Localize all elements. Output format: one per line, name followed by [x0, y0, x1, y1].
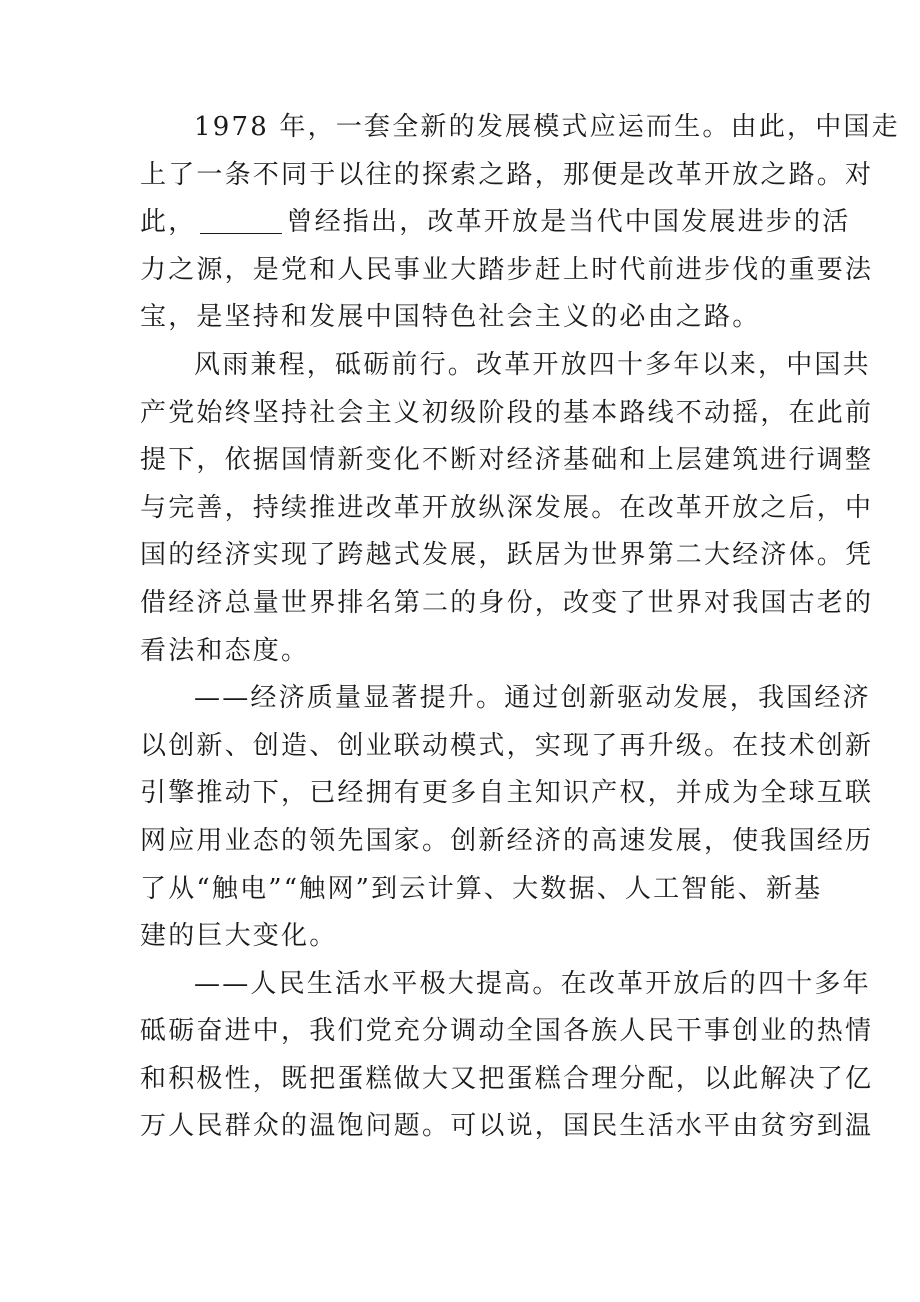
paragraph-reform-origin [140, 104, 900, 342]
text-line: 产党始终坚持社会主义初级阶段的基本路线不动摇，在此前 [140, 397, 874, 428]
text-line: ——经济质量显著提升。通过创新驱动发展，我国经济 [194, 683, 871, 714]
paragraph-living-standards [140, 961, 874, 1151]
text-line: 力之源，是党和人民事业大踏步赶上时代前进步伐的重要法 [140, 254, 874, 285]
text-line: 国的经济实现了跨越式发展，跃居为世界第二大经济体。凭 [140, 540, 874, 571]
text-line-with-blank [140, 199, 851, 247]
text-line: 借经济总量世界排名第二的身份，改变了世界对我国古老的 [140, 587, 874, 618]
text-line: 砥砺奋进中，我们党充分调动全国各族人民干事创业的热情 [140, 1016, 874, 1047]
text-line: ——人民生活水平极大提高。在改革开放后的四十多年 [194, 968, 871, 999]
text-line: 看法和态度。 [140, 635, 310, 666]
text-line: 上了一条不同于以往的探索之路，那便是改革开放之路。对 [140, 159, 874, 190]
text-line: 风雨兼程，砥砺前行。改革开放四十多年以来，中国共 [194, 349, 871, 380]
text-line: 提下，依据国情新变化不断对经济基础和上层建筑进行调整 [140, 445, 874, 476]
document-body [140, 104, 900, 1151]
text-fragment: 此， [140, 207, 197, 238]
text-line: 建的巨大变化。 [140, 921, 338, 952]
text-fragment: 曾经指出，改革开放是当代中国发展进步的活 [286, 207, 851, 238]
text-line: 和积极性，既把蛋糕做大又把蛋糕合理分配，以此解决了亿 [140, 1063, 874, 1094]
text-line: 1978 年，一套全新的发展模式应运而生。由此，中国走 [194, 112, 900, 142]
paragraph-forty-years [140, 342, 874, 675]
text-line: 万人民群众的温饱问题。可以说，国民生活水平由贫穷到温 [140, 1111, 874, 1142]
text-line: 网应用业态的领先国家。创新经济的高速发展，使我国经历 [140, 825, 874, 856]
text-line: 以创新、创造、创业联动模式，实现了再升级。在技术创新 [140, 730, 874, 761]
text-line: 了从“触电”“触网”到云计算、大数据、人工智能、新基 [140, 873, 823, 904]
text-line: 引擎推动下，已经拥有更多自主知识产权，并成为全球互联 [140, 778, 874, 809]
text-line: 宝，是坚持和发展中国特色社会主义的必由之路。 [140, 302, 761, 333]
fill-in-blank [200, 207, 282, 234]
paragraph-economic-quality [140, 675, 874, 961]
text-line: 与完善，持续推进改革开放纵深发展。在改革开放之后，中 [140, 492, 874, 523]
